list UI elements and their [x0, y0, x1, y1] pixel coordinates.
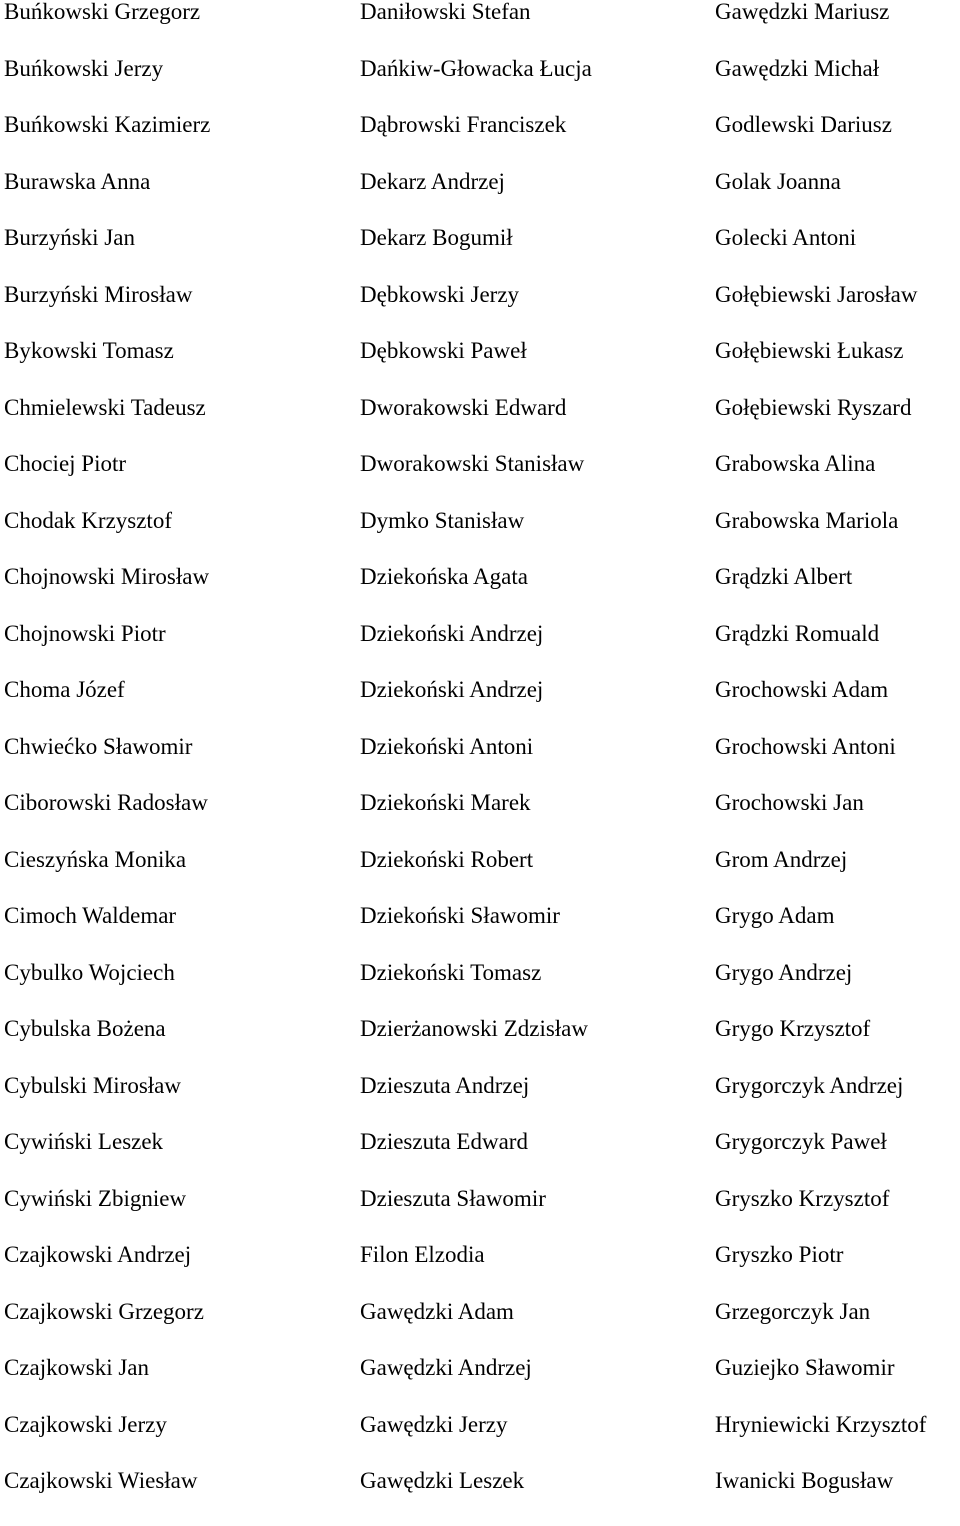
name-entry: Burawska Anna	[4, 168, 151, 194]
name-entry: Chojnowski Mirosław	[4, 564, 210, 589]
name-entry: Dzierżanowski Zdzisław	[360, 1016, 589, 1041]
name-entry: Dębkowski Paweł	[360, 338, 527, 363]
name-entry: Chmielewski Tadeusz	[4, 394, 206, 420]
name-entry: Dworakowski Edward	[360, 394, 567, 420]
name-entry: Czajkowski Jerzy	[4, 1411, 167, 1437]
name-entry: Grochowski Jan	[715, 790, 864, 815]
name-entry: Grzegorczyk Jan	[715, 1298, 871, 1324]
name-entry: Cimoch Waldemar	[4, 903, 177, 928]
name-entry: Dekarz Bogumił	[360, 225, 513, 250]
name-entry: Gawędzki Jerzy	[360, 1411, 508, 1437]
name-entry: Dziekoński Marek	[360, 790, 531, 815]
name-entry: Czajkowski Jan	[4, 1355, 150, 1380]
name-entry: Burzyński Mirosław	[4, 281, 193, 307]
name-column-1	[4, 0, 354, 1526]
name-entry: Dymko Stanisław	[360, 507, 525, 533]
name-entry: Dańkiw-Głowacka Łucja	[360, 55, 592, 81]
name-entry: Grygo Adam	[715, 903, 835, 928]
name-entry: Filon Elzodia	[360, 1242, 485, 1267]
name-entry: Grom Andrzej	[715, 846, 848, 872]
name-entry: Grądzki Romuald	[715, 620, 880, 646]
name-entry: Choma Józef	[4, 677, 125, 702]
name-entry: Grabowska Mariola	[715, 507, 899, 533]
name-entry: Guziejko Sławomir	[715, 1355, 895, 1380]
name-column-3	[715, 0, 960, 1526]
name-entry: Cybulko Wojciech	[4, 959, 175, 985]
name-entry: Cywiński Zbigniew	[4, 1185, 187, 1211]
name-entry: Gawędzki Michał	[715, 55, 880, 81]
name-column-2	[360, 0, 710, 1526]
name-entry: Golak Joanna	[715, 168, 841, 194]
name-entry: Dziekońska Agata	[360, 564, 528, 589]
name-entry: Gołębiewski Jarosław	[715, 281, 918, 307]
name-entry: Grądzki Albert	[715, 564, 853, 589]
name-entry: Dzieszuta Sławomir	[360, 1185, 546, 1211]
name-entry: Gołębiewski Łukasz	[715, 338, 904, 363]
name-entry: Dąbrowski Franciszek	[360, 112, 567, 137]
name-entry: Gawędzki Adam	[360, 1298, 514, 1324]
name-entry: Golecki Antoni	[715, 225, 857, 250]
name-entry: Dębkowski Jerzy	[360, 281, 520, 307]
name-entry: Cybulski Mirosław	[4, 1072, 181, 1098]
name-entry: Dziekoński Andrzej	[360, 620, 544, 646]
name-entry: Dekarz Andrzej	[360, 168, 505, 194]
name-entry: Grygo Andrzej	[715, 959, 853, 985]
name-entry: Cybulska Bożena	[4, 1016, 166, 1041]
name-entry: Cywiński Leszek	[4, 1129, 164, 1154]
name-entry: Czajkowski Grzegorz	[4, 1298, 204, 1324]
name-entry: Hryniewicki Krzysztof	[715, 1411, 927, 1437]
name-entry: Gryszko Piotr	[715, 1242, 844, 1267]
name-entry: Chodak Krzysztof	[4, 507, 172, 533]
name-entry: Dziekoński Tomasz	[360, 959, 542, 985]
name-entry: Gryszko Krzysztof	[715, 1185, 890, 1211]
name-entry: Czajkowski Wiesław	[4, 1468, 198, 1493]
name-entry: Dzieszuta Edward	[360, 1129, 528, 1154]
name-entry: Grochowski Adam	[715, 677, 889, 702]
name-entry: Chojnowski Piotr	[4, 620, 166, 646]
name-entry: Buńkowski Grzegorz	[4, 0, 201, 24]
name-entry: Ciborowski Radosław	[4, 790, 208, 815]
name-entry: Chociej Piotr	[4, 451, 127, 476]
name-entry: Buńkowski Jerzy	[4, 55, 164, 81]
name-entry: Gawędzki Mariusz	[715, 0, 890, 24]
name-entry: Czajkowski Andrzej	[4, 1242, 192, 1267]
name-entry: Dziekoński Antoni	[360, 733, 534, 759]
name-entry: Iwanicki Bogusław	[715, 1468, 894, 1493]
name-entry: Grygo Krzysztof	[715, 1016, 871, 1041]
name-entry: Gawędzki Andrzej	[360, 1355, 532, 1380]
name-entry: Dworakowski Stanisław	[360, 451, 585, 476]
name-entry: Buńkowski Kazimierz	[4, 112, 211, 137]
name-entry: Dziekoński Robert	[360, 846, 534, 872]
name-entry: Gawędzki Leszek	[360, 1468, 525, 1493]
name-entry: Grygorczyk Andrzej	[715, 1072, 904, 1098]
name-entry: Grygorczyk Paweł	[715, 1129, 887, 1154]
name-entry: Dziekoński Andrzej	[360, 677, 544, 702]
name-entry: Bykowski Tomasz	[4, 338, 174, 363]
name-entry: Godlewski Dariusz	[715, 112, 892, 137]
name-entry: Cieszyńska Monika	[4, 846, 187, 872]
name-entry: Dzieszuta Andrzej	[360, 1072, 530, 1098]
name-entry: Gołębiewski Ryszard	[715, 394, 912, 420]
name-entry: Dziekoński Sławomir	[360, 903, 560, 928]
name-entry: Burzyński Jan	[4, 225, 135, 250]
name-entry: Grabowska Alina	[715, 451, 876, 476]
name-entry: Chwiećko Sławomir	[4, 733, 193, 759]
name-entry: Grochowski Antoni	[715, 733, 896, 759]
name-entry: Daniłowski Stefan	[360, 0, 531, 24]
